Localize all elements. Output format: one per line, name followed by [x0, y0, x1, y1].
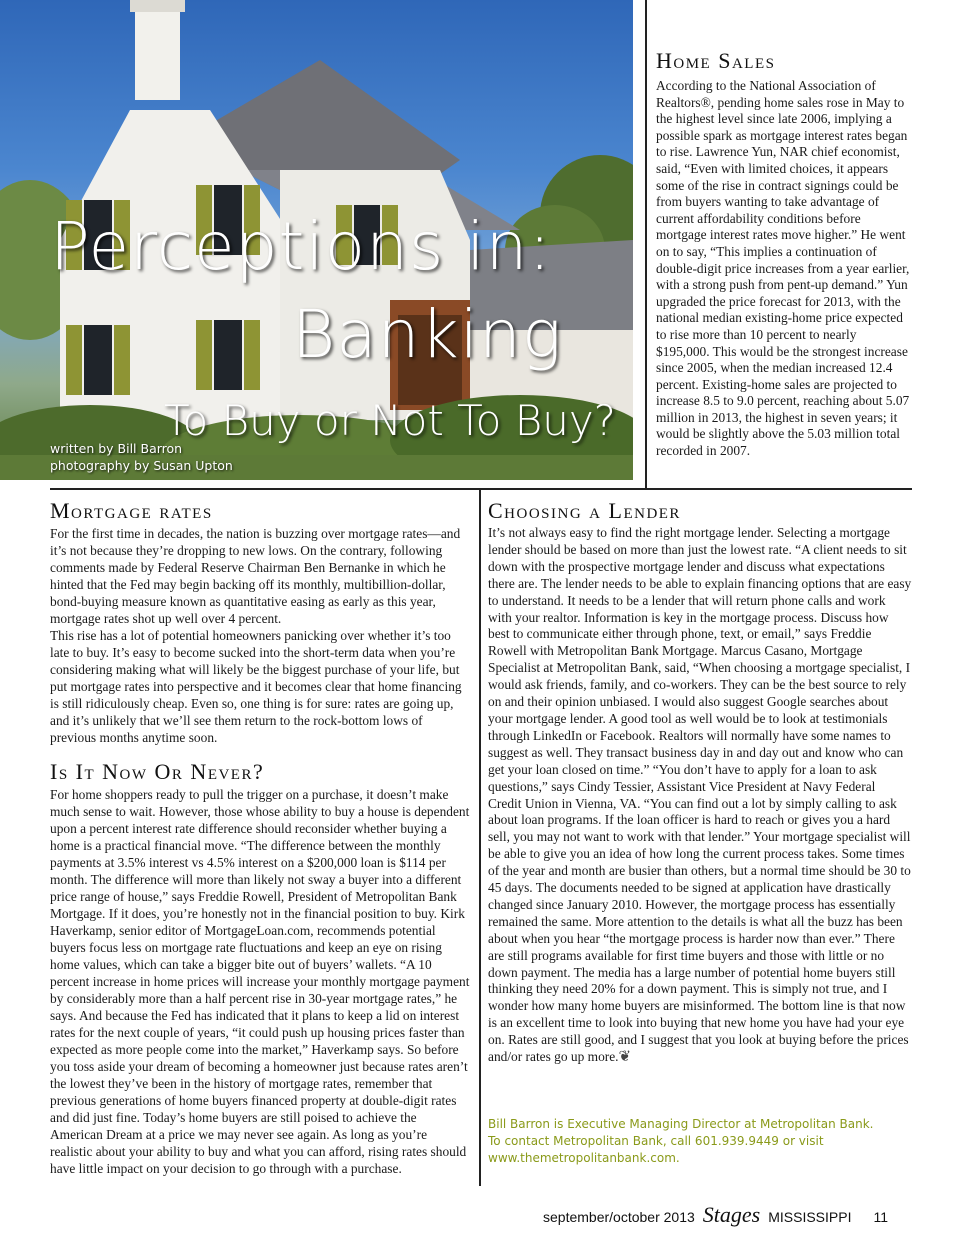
column-divider-body: [479, 490, 481, 1186]
byline: [50, 440, 233, 474]
bio-line-2: To contact Metropolitan Bank, call 601.939.9449 or visit: [488, 1134, 824, 1148]
hero-photo: [0, 0, 633, 480]
choosing-lender-body: [488, 525, 912, 1066]
right-column: [488, 497, 912, 1066]
mortgage-rates-para-1: For the first time in decades, the nation is buzzing over mortgage rates—and it’s not because they’re dropping to new lows. On the contrary, following comments made by Federal Reserve Chairman Ben Bernanke in which he hinted that the Fed may begin backing off its monthly, multibillion-dollar, bond-buying measure known as quantitative easing as early as this year, mortgage rates shot up well over 4 percent.: [50, 526, 461, 626]
feature-title-line1: Perceptions in:: [50, 208, 552, 285]
home-sales-section: [656, 48, 912, 460]
choosing-lender-text: It’s not always easy to find the right mortgage lender. Selecting a mortgage lender should be based on more than just the lowest rate. “A client needs to sit down with the prospective mortgage lender and discuss what expectations there are. The lender needs to be able to explain financing options that are easy to understand. It needs to be a lender that will return phone calls and work with your realtor. Information is key in the mortgage process. Discuss how best to communicate either through phone, text, or email,” says Freddie Rowell with Metropolitan Bank Mortgage. Marcus Casano, Mortgage Specialist at Metropolitan Bank, said, “When choosing a mortgage specialist, I would ask friends, family, and co-workers. They can be the best source to rely on and their opinion unbiased. I would also suggest Google searches about your mortgage lender. A good tool as well would be to look at testimonials through LinkedIn or Facebook. Realtors will normally have some names to suggest as well. They transact business day in and day out and know who can get your loan closed on time.” “You don’t have to apply for a loan to ask questions,” says Cindy Tessier, Assistant Vice President at Navy Federal Credit Union in Vienna, VA. “You can find out a lot by simply calling to ask about loan programs. If the loan officer is hard to reach or gives you a hard sell, you may not want to work with that lender.” Your mortgage specialist will be able to give you an idea of how long the current process takes. Some times of the year and month are busier than others, but a normal time should be 30 to 45 days. The documents needed to be signed at application have drastically changed since January 2010. However, the mortgage process has essentially remained the same. More attention to the details is what all the buzz has been about when you hear “the mortgage process is harder now than ever.” There are still programs available for first time buyers and those with little or no down payment. The media has a large number of potential home buyers still thinking they need 20% for a down payment. This is simply not true, and I wonder how many home buyers are misinformed. The bottom line is that now is an excellent time to look into buying that new home you have had your eye on. Rates are still good, and I suggest that you look at buying before the prices and/or rates go up more.: [488, 525, 912, 1065]
magazine-logo-script: Stages: [702, 1202, 761, 1227]
choosing-lender-heading: Choosing a Lender: [488, 498, 681, 523]
column-divider-top: [645, 0, 647, 488]
now-or-never-heading: Is It Now Or Never?: [50, 759, 265, 784]
home-sales-body: According to the National Association of Realtors®, pending home sales rose in May to the highest level since late 2006, implying a possible spark as mortgage interest rates began to rise. Lawrence Yun, NAR chief economist, said, “Even with limited choices, it appears some of the rise in contract signings could be from buyers wanting to take advantage of current affordability conditions before mortgage interest rates move higher.” He went on to say, “This implies a continuation of double-digit price increases from a year earlier, with a strong push from pent-up demand.” Yun upgraded the price forecast for 2013, with the national median existing-home price expected to rise more than 10 percent to nearly $195,000. This would be the strongest increase since 2005, when the median increased 12.4 percent. Existing-home sales are projected to increase 8.5 to 9.0 percent, reaching about 5.07 million in 2013, the highest in seven years; it would be slightly above the 5.03 million total recorded in 2007.: [656, 78, 910, 459]
writer-credit: written by Bill Barron: [50, 441, 183, 456]
bio-line-3: www.themetropolitanbank.com.: [488, 1151, 680, 1165]
mortgage-rates-heading: Mortgage rates: [50, 498, 213, 523]
page-number: 11: [873, 1209, 889, 1225]
feature-title-line2: Banking: [292, 296, 563, 373]
section-divider: [50, 488, 912, 490]
feature-subtitle: To Buy or Not To Buy?: [164, 396, 616, 445]
end-mark-icon: ❦: [618, 1049, 632, 1066]
home-sales-heading: Home Sales: [656, 48, 776, 73]
page-footer: [543, 1202, 923, 1228]
photo-credit: photography by Susan Upton: [50, 458, 233, 473]
mortgage-rates-para-2: This rise has a lot of potential homeowners panicking over whether it’s too late to buy. It’s easy to become sucked into the short-term data when you’re considering making what will likely be the biggest purchase of your life, but put mortgage rates into perspective and it becomes clear that home financing is still ridiculously cheap. Even so, one thing is for sure: rates are going up, and it’s unlikely that we’ll see them return to the rock-bottom lows of previous months anytime soon.: [50, 628, 462, 745]
magazine-logo-state: MISSISSIPPI: [768, 1209, 852, 1225]
author-bio: [488, 1116, 908, 1167]
left-column: [50, 497, 470, 1177]
bio-line-1: Bill Barron is Executive Managing Director at Metropolitan Bank.: [488, 1117, 874, 1131]
issue-date: september/october 2013: [543, 1209, 695, 1225]
now-or-never-body: For home shoppers ready to pull the trigger on a purchase, it doesn’t make much sense to wait. However, those whose ability to buy a house is dependent upon a percent interest rate difference should reconsider whether buying a home is a practical financial move. “The difference between the monthly payments at 3.5% interest vs 4.5% interest on a $200,000 loan is $114 per month. The difference will more than likely not sway a buyer into a different price range of house,” says Freddie Rowell, President of Metropolitan Bank Mortgage. If it does, you’re honestly not in the financial position to buy. Kirk Haverkamp, senior editor of MortgageLoan.com, recommends potential buyers focus less on mortgage rate fluctuations and keep an eye on rising home values, which can take a bigger bite out of buyers’ wallets. “A 10 percent increase in home prices will increase your monthly mortgage payment by considerably more than a half percent rise in 30-year mortgage rates,” he says. And because the Fed has indicated that it plans to keep a lid on interest rates for the next couple of years, “it could push up housing prices faster than expected as more people come into the market,” Haverkamp says. So before you toss aside your dream of becoming a homeowner just because rates aren’t the lowest they’ve been in the history of mortgage rates, remember that previous generations of home buyers financed property at double-digit rates and did just fine. Today’s home buyers are still poised to achieve the American Dream at a price we may never see again. As long as you’re realistic about your ability to buy and what you can afford, rising rates should have little impact on your decision to go through with a purchase.: [50, 787, 470, 1176]
